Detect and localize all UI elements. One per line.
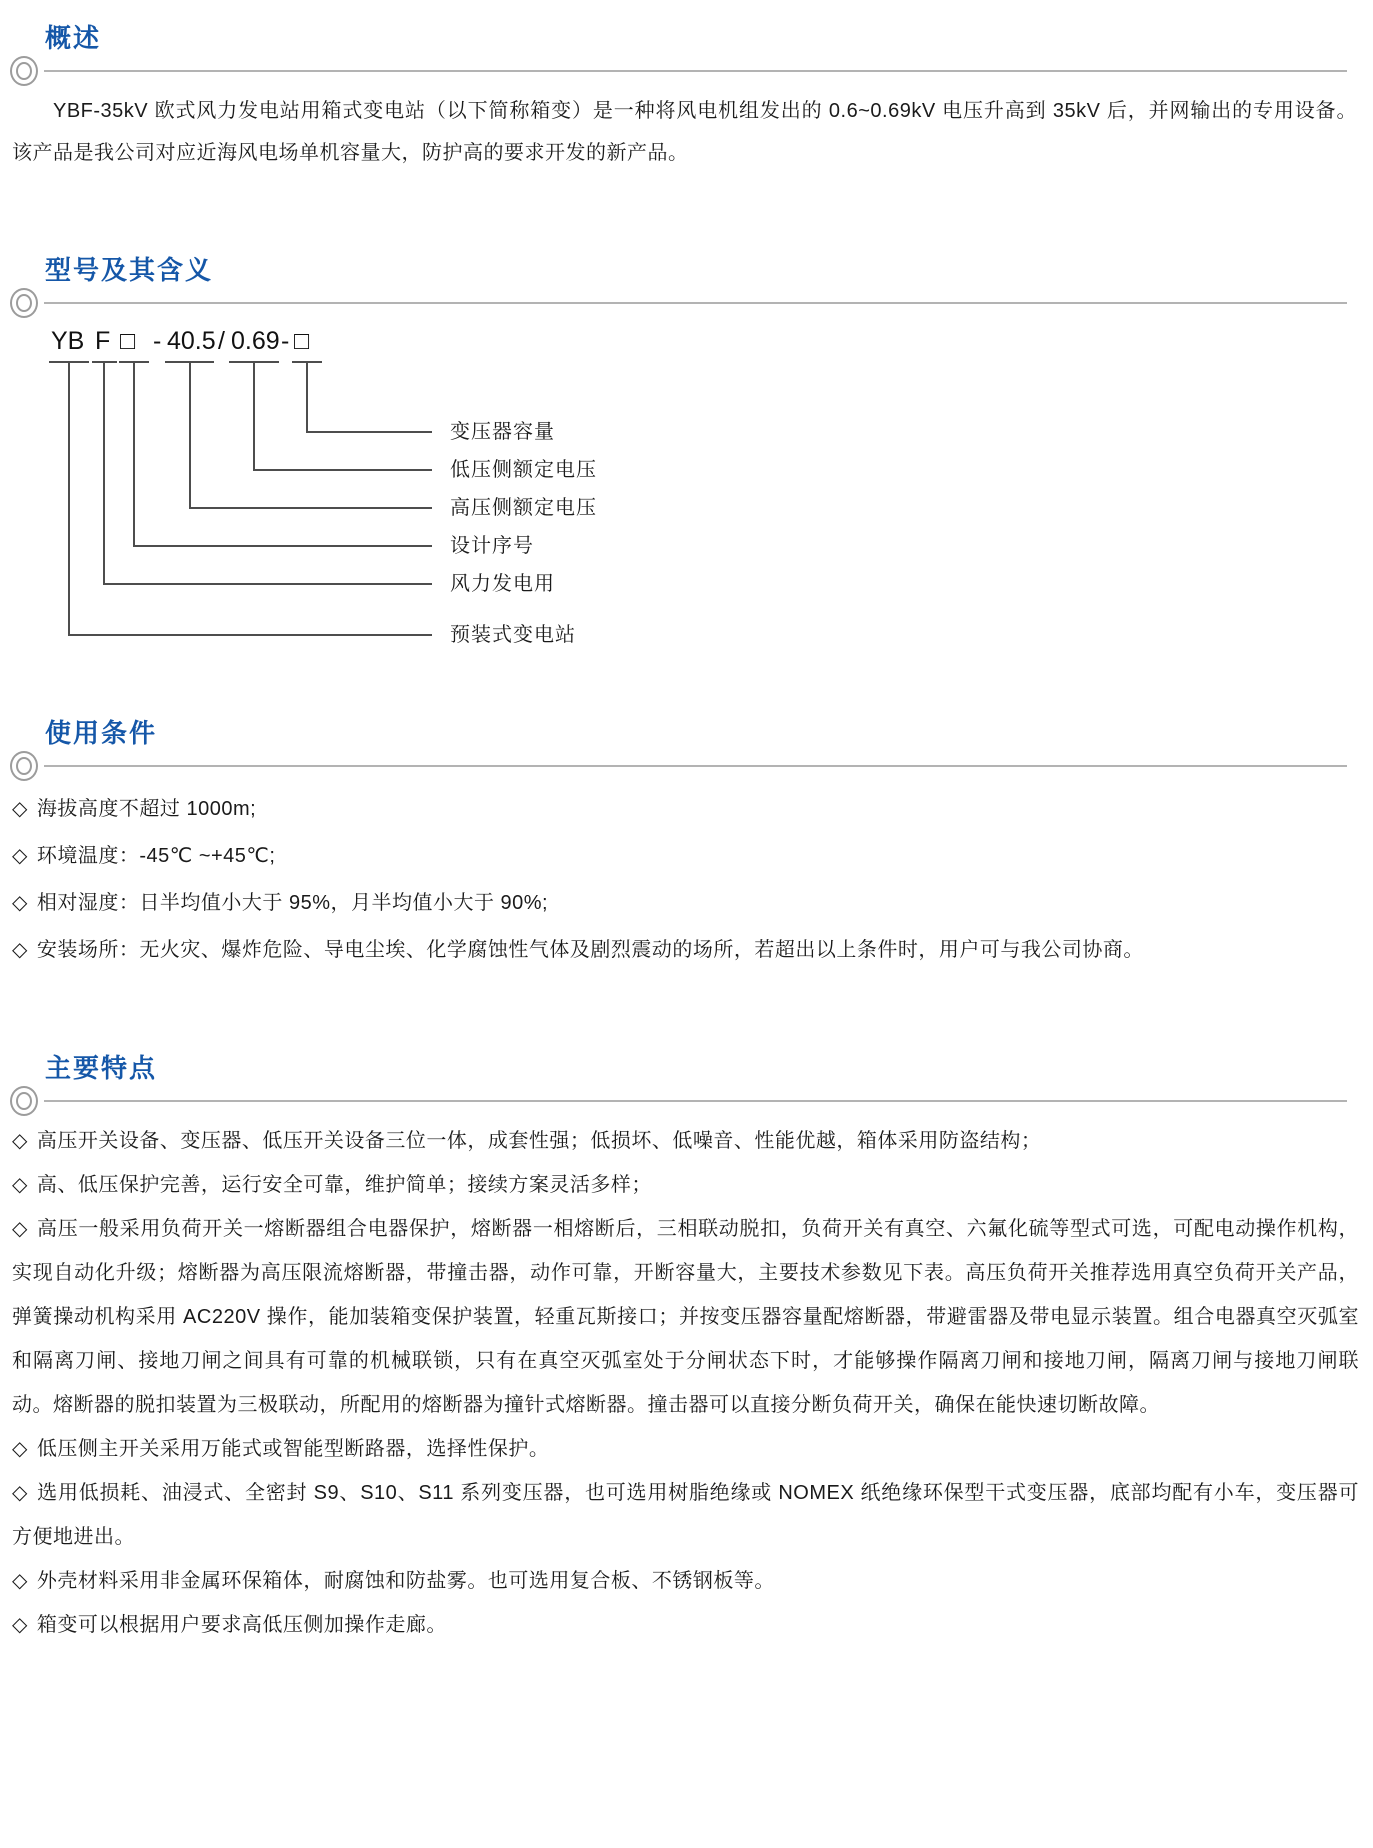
- model-token-slash: /: [218, 327, 225, 355]
- feature-text: 高压开关设备、变压器、低压开关设备三位一体，成套性强；低损坏、低噪音、性能优越，箱体采用防盗结构；: [36, 1130, 1042, 1152]
- section-conditions-header: [0, 716, 1373, 786]
- section-divider-line: [44, 70, 1347, 72]
- feature-item: [12, 1163, 1359, 1207]
- section-rule-features: [0, 1085, 1373, 1121]
- section-title-overview: 概述: [45, 23, 102, 53]
- model-token-yb: YB: [51, 327, 85, 355]
- model-token-dash1: -: [153, 327, 162, 355]
- feature-item: [12, 1603, 1359, 1647]
- model-designation-diagram: [0, 310, 1373, 680]
- ring-decoration-icon: [10, 751, 38, 781]
- section-title-conditions: 使用条件: [45, 718, 158, 748]
- section-title-model: 型号及其含义: [45, 255, 214, 285]
- model-connector-lines: [0, 310, 1373, 680]
- condition-text: 环境温度：-45℃ ~+45℃;: [36, 845, 276, 867]
- overview-paragraph: YBF-35kV 欧式风力发电站用箱式变电站（以下简称箱变）是一种将风电机组发出的 0.6~0.69kV 电压升高到 35kV 后，并网输出的专用设备。该产品是我公司对应近海风电场单机容量大，防护高的要求开发的新产品。: [12, 100, 1357, 164]
- ring-decoration-icon: [10, 1086, 38, 1116]
- model-label-prefab-substation: 预装式变电站: [450, 624, 576, 646]
- ring-decoration-icon: [10, 288, 38, 318]
- feature-text: 低压侧主开关采用万能式或智能型断路器，选择性保护。: [36, 1438, 550, 1460]
- diamond-bullet-icon: ◇: [12, 798, 28, 820]
- condition-item: [12, 786, 1357, 833]
- feature-item: [12, 1207, 1359, 1427]
- conditions-list: [12, 786, 1357, 974]
- condition-item: [12, 927, 1357, 974]
- feature-item: [12, 1559, 1359, 1603]
- ring-inner-icon: [16, 62, 32, 80]
- diamond-bullet-icon: ◇: [12, 892, 28, 914]
- condition-text: 安装场所：无火灾、爆炸危险、导电尘埃、化学腐蚀性气体及剧烈震动的场所，若超出以上条件时，用户可与我公司协商。: [36, 939, 1144, 961]
- diamond-bullet-icon: ◇: [12, 845, 28, 867]
- model-token-dash2: -: [281, 327, 290, 355]
- section-title-features: 主要特点: [45, 1053, 158, 1083]
- section-divider-line: [44, 302, 1347, 304]
- feature-text: 箱变可以根据用户要求高低压侧加操作走廊。: [36, 1614, 447, 1636]
- diamond-bullet-icon: ◇: [12, 1438, 28, 1460]
- section-overview-header: [0, 21, 1373, 91]
- diamond-bullet-icon: ◇: [12, 1614, 28, 1636]
- model-token-405: 40.5: [167, 327, 216, 355]
- condition-item: [12, 880, 1357, 927]
- model-token-box2: □: [294, 327, 310, 355]
- ring-inner-icon: [16, 757, 32, 775]
- model-label-wind-power-use: 风力发电用: [450, 573, 555, 595]
- condition-text: 相对湿度：日半均值小大于 95%，月半均值小大于 90%;: [36, 892, 549, 914]
- ring-inner-icon: [16, 1092, 32, 1110]
- diamond-bullet-icon: ◇: [12, 1570, 28, 1592]
- section-divider-line: [44, 1100, 1347, 1102]
- feature-item: [12, 1471, 1359, 1559]
- model-label-hv-rated-voltage: 高压侧额定电压: [450, 497, 597, 519]
- model-token-069: 0.69: [231, 327, 280, 355]
- feature-text: 高压一般采用负荷开关一熔断器组合电器保护，熔断器一相熔断后，三相联动脱扣，负荷开关有真空、六氟化硫等型式可选，可配电动操作机构，实现自动化升级；熔断器为高压限流熔断器，带撞击器，动作可靠，开断容量大，主要技术参数见下表。高压负荷开关推荐选用真空负荷开关产品，弹簧操动机构采用 AC220V 操作，能加装箱变保护装置，轻重瓦斯接口；并按变压器容量配熔断器，带避雷器及带电显示装置。组合电器真空灭弧室和隔离刀闸、接地刀闸之间具有可靠的机械联锁，只有在真空灭弧室处于分闸状态下时，才能够操作隔离刀闸和接地刀闸，隔离刀闸与接地刀闸联动。熔断器的脱扣装置为三极联动，所配用的熔断器为撞针式熔断器。撞击器可以直接分断负荷开关，确保在能快速切断故障。: [12, 1218, 1359, 1416]
- diamond-bullet-icon: ◇: [12, 1130, 28, 1152]
- diamond-bullet-icon: ◇: [12, 1218, 29, 1240]
- model-label-lv-rated-voltage: 低压侧额定电压: [450, 459, 597, 481]
- condition-item: [12, 833, 1357, 880]
- section-rule-conditions: [0, 750, 1373, 786]
- diamond-bullet-icon: ◇: [12, 1174, 28, 1196]
- model-token-f: F: [95, 327, 111, 355]
- feature-text: 选用低损耗、油浸式、全密封 S9、S10、S11 系列变压器，也可选用树脂绝缘或 NOMEX 纸绝缘环保型干式变压器，底部均配有小车，变压器可方便地进出。: [12, 1482, 1359, 1548]
- model-token-box1: □: [120, 327, 136, 355]
- section-rule-overview: [0, 55, 1373, 91]
- ring-inner-icon: [16, 294, 32, 312]
- feature-text: 高、低压保护完善，运行安全可靠，维护简单；接续方案灵活多样；: [36, 1174, 652, 1196]
- ring-decoration-icon: [10, 56, 38, 86]
- section-divider-line: [44, 765, 1347, 767]
- section-features-header: [0, 1051, 1373, 1121]
- features-list: [12, 1119, 1359, 1647]
- model-label-transformer-capacity: 变压器容量: [450, 421, 555, 443]
- condition-text: 海拔高度不超过 1000m;: [36, 798, 257, 820]
- feature-item: [12, 1427, 1359, 1471]
- feature-item: [12, 1119, 1359, 1163]
- feature-text: 外壳材料采用非金属环保箱体，耐腐蚀和防盐雾。也可选用复合板、不锈钢板等。: [36, 1570, 775, 1592]
- model-label-design-serial: 设计序号: [450, 535, 534, 557]
- diamond-bullet-icon: ◇: [12, 939, 28, 961]
- diamond-bullet-icon: ◇: [12, 1482, 29, 1504]
